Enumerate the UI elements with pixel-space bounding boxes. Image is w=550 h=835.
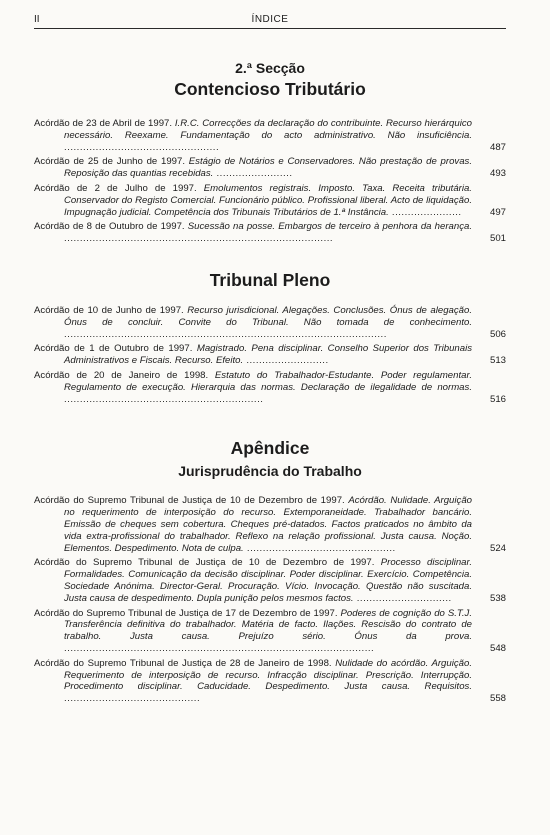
entry-page: 513	[489, 355, 506, 367]
entry-lead: Acórdão de 10 de Junho de 1997.	[34, 304, 184, 316]
entry-page: 538	[489, 592, 506, 604]
entry-lead: Acórdão de 20 de Janeiro de 1998.	[34, 369, 209, 381]
section-title: Contencioso Tributário	[174, 79, 366, 99]
running-title: ÍNDICE	[251, 14, 289, 25]
section-title: Apêndice	[230, 438, 310, 459]
entry-page: 487	[489, 141, 506, 153]
leader-dots: ..............................	[353, 592, 452, 604]
entry-description: Emolumentos registrais. Imposto. Taxa. Receita tributária. Conservador do Registo Comercial. Funcionário público. Profissional liberal. Acto de liquidação. Impugnação judicial. Competência dos Tribunais Tributários de 1.ª Instância.	[64, 182, 472, 218]
index-entry	[34, 343, 506, 367]
index-entry	[34, 658, 506, 705]
entry-page: 493	[489, 168, 506, 180]
leader-dots: .................................................	[64, 141, 220, 153]
entry-page: 506	[489, 328, 506, 340]
leader-dots: ..........................	[243, 355, 329, 367]
entry-lead: Acórdão de 8 de Outubro de 1997.	[34, 221, 185, 233]
entry-lead: Acórdão de 1 de Outubro de 1997.	[34, 343, 193, 355]
index-entry	[34, 305, 506, 340]
entry-page: 501	[489, 233, 506, 245]
index-entry	[34, 495, 506, 554]
entry-description: Magistrado. Pena disciplinar. Conselho Superior dos Tribunais Administrativos e Fiscais. Recurso. Efeito.	[64, 343, 473, 367]
leader-dots: ...........................................	[64, 693, 201, 705]
entry-page: 497	[489, 206, 506, 218]
page-header	[34, 12, 506, 29]
page-number: II	[34, 14, 40, 25]
leader-dots: ......................................................................................................	[64, 328, 387, 340]
section-contencioso-tributario	[34, 60, 506, 245]
index-entry	[34, 370, 506, 405]
entry-page: 558	[489, 693, 506, 705]
section-label: 2.ª Secção	[235, 60, 305, 76]
index-entry	[34, 608, 506, 655]
entry-description: Estatuto do Trabalhador-Estudante. Poder regulamentar. Regulamento de execução. Hierarquia das normas. Declaração de ilegalidade de normas.	[64, 369, 472, 393]
entry-description: Nulidade do acórdão. Arguição. Requerimento de interposição de recurso. Infracção disciplinar. Prescrição. Interrupção. Procedimento disciplinar. Caducidade. Despedimento. Justa causa. Requisitos.	[64, 657, 472, 693]
entry-lead: Acórdão de 2 de Julho de 1997.	[34, 182, 197, 194]
index-entry	[34, 221, 506, 245]
entry-description: Estágio de Notários e Conservadores. Não prestação de provas. Reposição das quantias recebidas.	[64, 156, 473, 180]
leader-dots: ......................	[388, 206, 462, 218]
leader-dots: ...............................................................	[64, 393, 264, 405]
index-entry	[34, 183, 506, 218]
entry-description: Poderes de cognição do S.T.J. Transferência definitiva do trabalhador. Matéria de facto. Ilações. Rescisão do contrato de trabalho. Justa causa. Prejuízo sério. Ónus da prova.	[64, 607, 472, 643]
leader-dots: ..................................................................................................	[64, 642, 375, 654]
index-entry	[34, 156, 506, 180]
section-title: Tribunal Pleno	[209, 269, 331, 290]
entry-description: Sucessão na posse. Embargos de terceiro à penhora da herança.	[187, 221, 472, 233]
entry-page: 516	[489, 393, 506, 405]
entry-lead: Acórdão de 23 de Abril de 1997.	[34, 118, 173, 129]
entry-description: I.R.C. Correcções da declaração do contribuinte. Recurso hierárquico necessário. Reexame. Fundamentação do acto administrativo. Não insuficiência.	[64, 118, 472, 141]
leader-dots: .....................................................................................	[64, 233, 334, 245]
index-entry	[34, 118, 506, 153]
index-content	[34, 52, 506, 708]
entry-page: 548	[489, 642, 506, 654]
entry-description: Recurso jurisdicional. Alegações. Conclusões. Ónus de alegação. Ónus de concluir. Convite do Tribunal. Não tomada de conhecimento.	[64, 304, 472, 328]
entry-lead: Acórdão do Supremo Tribunal de Justiça de 17 de Dezembro de 1997.	[34, 607, 338, 619]
section-tribunal-pleno	[34, 270, 506, 405]
index-entry	[34, 557, 506, 604]
section-apendice	[34, 438, 506, 705]
entry-lead: Acórdão do Supremo Tribunal de Justiça de 10 de Dezembro de 1997.	[34, 495, 345, 507]
entry-description: Acórdão. Nulidade. Arguição no requerimento de interposição do recurso. Extemporaneidade. Trabalhador bancário. Emissão de cheques sem cobertura. Cheques pré-datados. Factos praticados no âmbito da vida extra-profissional do trabalhador. Reflexo na relação profissional. Justa causa. Noção. Elementos. Despedimento. Nota de culpa.	[64, 495, 472, 554]
entry-lead: Acórdão do Supremo Tribunal de Justiça de 28 de Janeiro de 1998.	[34, 657, 332, 669]
entry-lead: Acórdão de 25 de Junho de 1997.	[34, 156, 186, 168]
leader-dots: ........................	[213, 168, 293, 180]
entry-page: 524	[489, 542, 506, 554]
section-subtitle: Jurisprudência do Trabalho	[178, 463, 362, 480]
entry-lead: Acórdão do Supremo Tribunal de Justiça de 10 de Dezembro de 1997.	[34, 557, 375, 569]
entry-description: Processo disciplinar. Formalidades. Comunicação da decisão disciplinar. Poder disciplinar. Exercício. Competência. Sociedade Anónima. Director-Geral. Procuração. Vício. Invocação. Questão não suscitada. Justa causa de despedimento. Dupla punição pelos mesmos factos.	[64, 557, 473, 604]
leader-dots: ...............................................	[243, 542, 396, 554]
